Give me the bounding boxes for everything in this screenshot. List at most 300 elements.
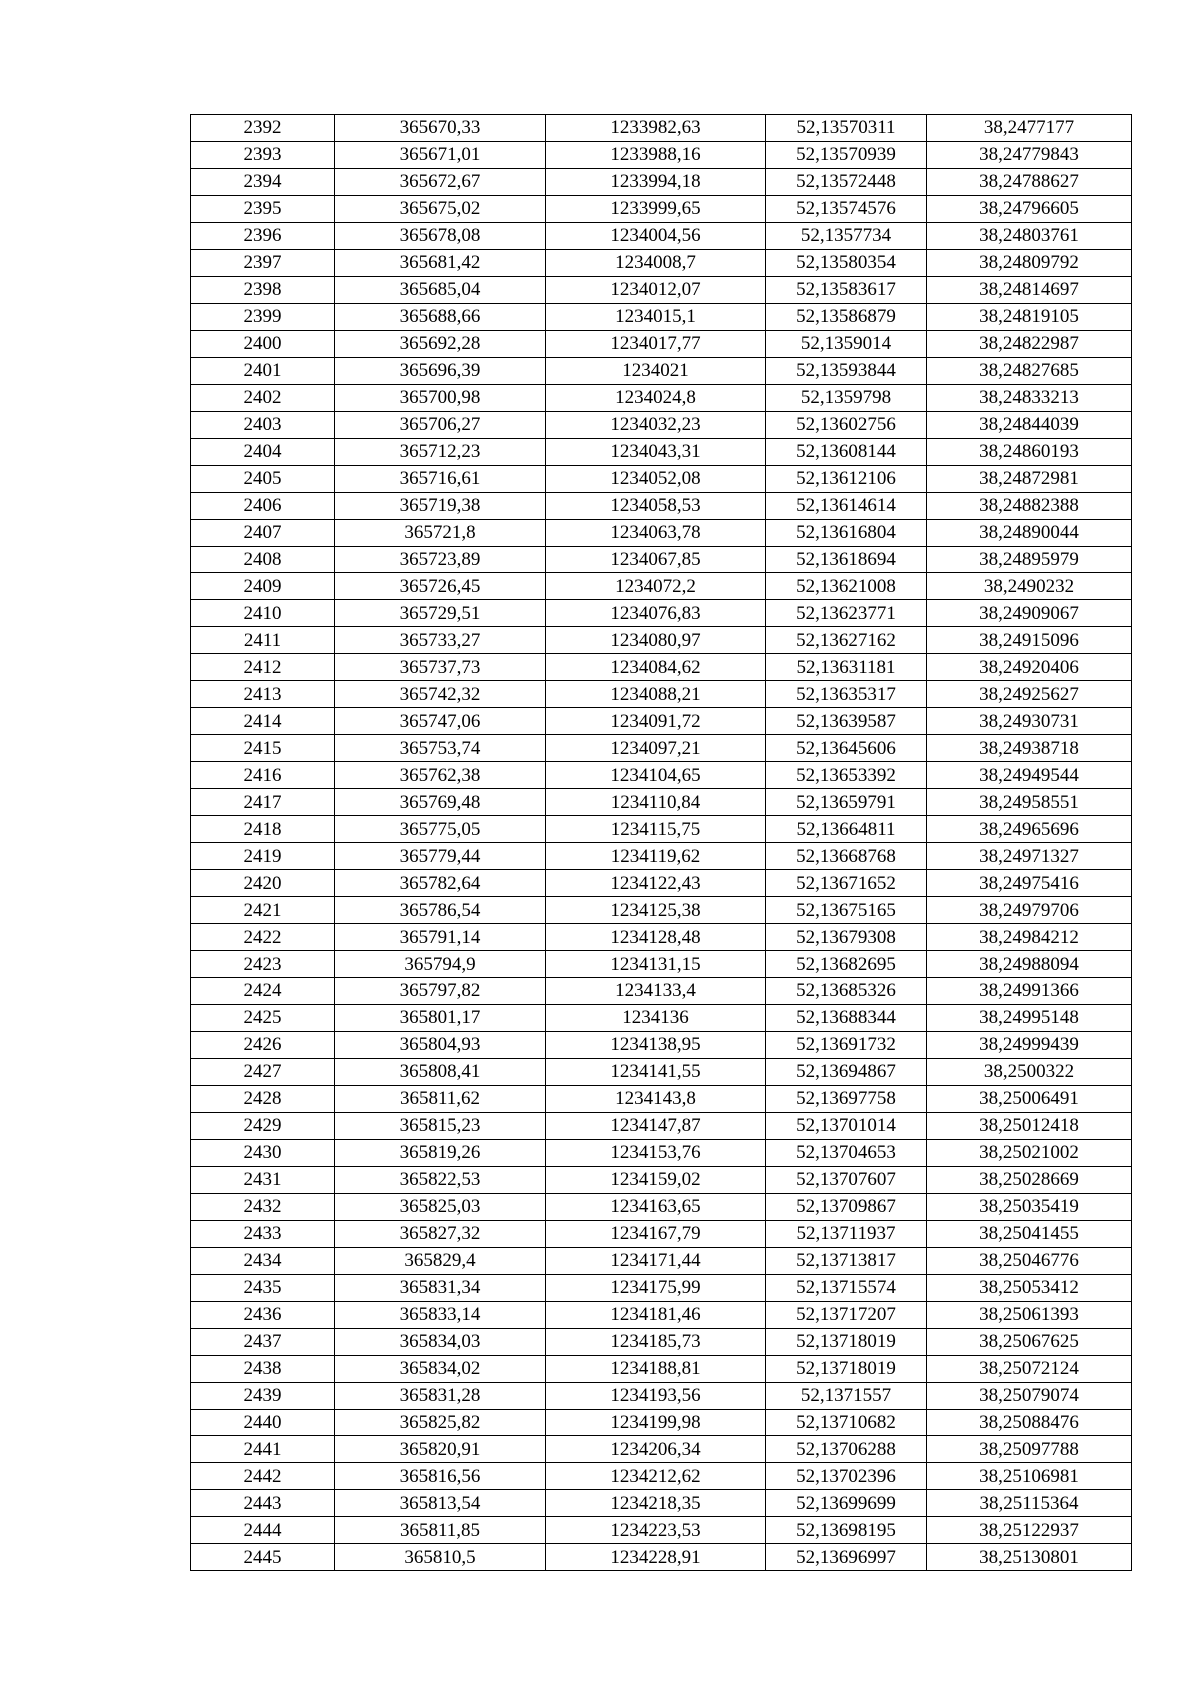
latitude-cell: 52,13616804	[766, 519, 927, 546]
longitude-cell: 38,24882388	[927, 492, 1132, 519]
table-row	[191, 1112, 1132, 1139]
table-row	[191, 1517, 1132, 1544]
y-coordinate-cell: 1233994,18	[546, 168, 766, 195]
longitude-cell: 38,25021002	[927, 1139, 1132, 1166]
y-coordinate-cell: 1234163,65	[546, 1193, 766, 1220]
y-coordinate-cell: 1234122,43	[546, 870, 766, 897]
latitude-cell: 52,13574576	[766, 195, 927, 222]
y-coordinate-cell: 1234159,02	[546, 1166, 766, 1193]
y-coordinate-cell: 1234228,91	[546, 1544, 766, 1571]
y-coordinate-cell: 1234008,7	[546, 249, 766, 276]
longitude-cell: 38,24822987	[927, 330, 1132, 357]
table-row	[191, 573, 1132, 600]
point-number-cell: 2412	[191, 654, 335, 681]
point-number-cell: 2432	[191, 1193, 335, 1220]
point-number-cell: 2440	[191, 1409, 335, 1436]
x-coordinate-cell: 365811,62	[335, 1085, 546, 1112]
latitude-cell: 52,13704653	[766, 1139, 927, 1166]
latitude-cell: 52,13612106	[766, 465, 927, 492]
table-row	[191, 141, 1132, 168]
latitude-cell: 52,13710682	[766, 1409, 927, 1436]
y-coordinate-cell: 1234088,21	[546, 681, 766, 708]
y-coordinate-cell: 1234131,15	[546, 951, 766, 978]
longitude-cell: 38,24991366	[927, 978, 1132, 1005]
x-coordinate-cell: 365723,89	[335, 546, 546, 573]
latitude-cell: 52,13627162	[766, 627, 927, 654]
longitude-cell: 38,24949544	[927, 762, 1132, 789]
y-coordinate-cell: 1234058,53	[546, 492, 766, 519]
latitude-cell: 52,13698195	[766, 1517, 927, 1544]
latitude-cell: 52,13602756	[766, 411, 927, 438]
table-row	[191, 1490, 1132, 1517]
x-coordinate-cell: 365831,28	[335, 1382, 546, 1409]
point-number-cell: 2405	[191, 465, 335, 492]
latitude-cell: 52,13718019	[766, 1328, 927, 1355]
longitude-cell: 38,24796605	[927, 195, 1132, 222]
point-number-cell: 2406	[191, 492, 335, 519]
x-coordinate-cell: 365791,14	[335, 924, 546, 951]
latitude-cell: 52,13707607	[766, 1166, 927, 1193]
point-number-cell: 2425	[191, 1004, 335, 1031]
latitude-cell: 52,13645606	[766, 735, 927, 762]
y-coordinate-cell: 1234084,62	[546, 654, 766, 681]
y-coordinate-cell: 1234024,8	[546, 384, 766, 411]
y-coordinate-cell: 1234125,38	[546, 897, 766, 924]
y-coordinate-cell: 1234193,56	[546, 1382, 766, 1409]
y-coordinate-cell: 1234223,53	[546, 1517, 766, 1544]
table-row	[191, 492, 1132, 519]
point-number-cell: 2393	[191, 141, 335, 168]
y-coordinate-cell: 1234076,83	[546, 600, 766, 627]
x-coordinate-cell: 365833,14	[335, 1301, 546, 1328]
point-number-cell: 2427	[191, 1058, 335, 1085]
x-coordinate-cell: 365726,45	[335, 573, 546, 600]
y-coordinate-cell: 1234171,44	[546, 1247, 766, 1274]
x-coordinate-cell: 365810,5	[335, 1544, 546, 1571]
latitude-cell: 52,13701014	[766, 1112, 927, 1139]
x-coordinate-cell: 365716,61	[335, 465, 546, 492]
table-row	[191, 1409, 1132, 1436]
latitude-cell: 52,1359798	[766, 384, 927, 411]
point-number-cell: 2419	[191, 843, 335, 870]
y-coordinate-cell: 1234052,08	[546, 465, 766, 492]
latitude-cell: 52,13702396	[766, 1463, 927, 1490]
latitude-cell: 52,1371557	[766, 1382, 927, 1409]
x-coordinate-cell: 365706,27	[335, 411, 546, 438]
y-coordinate-cell: 1233982,63	[546, 115, 766, 142]
table-row	[191, 951, 1132, 978]
point-number-cell: 2433	[191, 1220, 335, 1247]
x-coordinate-cell: 365834,02	[335, 1355, 546, 1382]
x-coordinate-cell: 365671,01	[335, 141, 546, 168]
point-number-cell: 2422	[191, 924, 335, 951]
table-row	[191, 276, 1132, 303]
x-coordinate-cell: 365779,44	[335, 843, 546, 870]
y-coordinate-cell: 1234181,46	[546, 1301, 766, 1328]
point-number-cell: 2428	[191, 1085, 335, 1112]
y-coordinate-cell: 1234091,72	[546, 708, 766, 735]
latitude-cell: 52,13709867	[766, 1193, 927, 1220]
table-row	[191, 115, 1132, 142]
latitude-cell: 52,13688344	[766, 1004, 927, 1031]
point-number-cell: 2404	[191, 438, 335, 465]
point-number-cell: 2397	[191, 249, 335, 276]
x-coordinate-cell: 365712,23	[335, 438, 546, 465]
longitude-cell: 38,24975416	[927, 870, 1132, 897]
point-number-cell: 2415	[191, 735, 335, 762]
point-number-cell: 2431	[191, 1166, 335, 1193]
x-coordinate-cell: 365822,53	[335, 1166, 546, 1193]
point-number-cell: 2409	[191, 573, 335, 600]
y-coordinate-cell: 1234128,48	[546, 924, 766, 951]
latitude-cell: 52,13621008	[766, 573, 927, 600]
table-row	[191, 708, 1132, 735]
table-row	[191, 897, 1132, 924]
table-row	[191, 1382, 1132, 1409]
x-coordinate-cell: 365820,91	[335, 1436, 546, 1463]
y-coordinate-cell: 1234017,77	[546, 330, 766, 357]
point-number-cell: 2430	[191, 1139, 335, 1166]
x-coordinate-cell: 365742,32	[335, 681, 546, 708]
table-row	[191, 1085, 1132, 1112]
point-number-cell: 2398	[191, 276, 335, 303]
x-coordinate-cell: 365829,4	[335, 1247, 546, 1274]
point-number-cell: 2407	[191, 519, 335, 546]
y-coordinate-cell: 1234110,84	[546, 789, 766, 816]
x-coordinate-cell: 365808,41	[335, 1058, 546, 1085]
latitude-cell: 52,13659791	[766, 789, 927, 816]
latitude-cell: 52,13671652	[766, 870, 927, 897]
longitude-cell: 38,24971327	[927, 843, 1132, 870]
longitude-cell: 38,24984212	[927, 924, 1132, 951]
table-row	[191, 303, 1132, 330]
longitude-cell: 38,25035419	[927, 1193, 1132, 1220]
y-coordinate-cell: 1234063,78	[546, 519, 766, 546]
latitude-cell: 52,13697758	[766, 1085, 927, 1112]
point-number-cell: 2423	[191, 951, 335, 978]
table-row	[191, 1139, 1132, 1166]
longitude-cell: 38,24895979	[927, 546, 1132, 573]
longitude-cell: 38,24915096	[927, 627, 1132, 654]
longitude-cell: 38,24779843	[927, 141, 1132, 168]
table-row	[191, 1328, 1132, 1355]
point-number-cell: 2441	[191, 1436, 335, 1463]
latitude-cell: 52,13639587	[766, 708, 927, 735]
x-coordinate-cell: 365681,42	[335, 249, 546, 276]
longitude-cell: 38,25079074	[927, 1382, 1132, 1409]
y-coordinate-cell: 1234032,23	[546, 411, 766, 438]
longitude-cell: 38,24827685	[927, 357, 1132, 384]
point-number-cell: 2400	[191, 330, 335, 357]
x-coordinate-cell: 365797,82	[335, 978, 546, 1005]
latitude-cell: 52,13682695	[766, 951, 927, 978]
x-coordinate-cell: 365782,64	[335, 870, 546, 897]
point-number-cell: 2445	[191, 1544, 335, 1571]
point-number-cell: 2443	[191, 1490, 335, 1517]
x-coordinate-cell: 365685,04	[335, 276, 546, 303]
point-number-cell: 2438	[191, 1355, 335, 1382]
table-row	[191, 600, 1132, 627]
coordinates-table-body	[191, 115, 1132, 1571]
point-number-cell: 2414	[191, 708, 335, 735]
y-coordinate-cell: 1234119,62	[546, 843, 766, 870]
table-row	[191, 384, 1132, 411]
longitude-cell: 38,2477177	[927, 115, 1132, 142]
latitude-cell: 52,13679308	[766, 924, 927, 951]
latitude-cell: 52,13614614	[766, 492, 927, 519]
latitude-cell: 52,13653392	[766, 762, 927, 789]
point-number-cell: 2403	[191, 411, 335, 438]
latitude-cell: 52,13570311	[766, 115, 927, 142]
table-row	[191, 1247, 1132, 1274]
x-coordinate-cell: 365775,05	[335, 816, 546, 843]
longitude-cell: 38,24930731	[927, 708, 1132, 735]
y-coordinate-cell: 1234015,1	[546, 303, 766, 330]
longitude-cell: 38,25012418	[927, 1112, 1132, 1139]
table-row	[191, 168, 1132, 195]
x-coordinate-cell: 365737,73	[335, 654, 546, 681]
y-coordinate-cell: 1234067,85	[546, 546, 766, 573]
x-coordinate-cell: 365753,74	[335, 735, 546, 762]
table-row	[191, 978, 1132, 1005]
longitude-cell: 38,24999439	[927, 1031, 1132, 1058]
point-number-cell: 2434	[191, 1247, 335, 1274]
point-number-cell: 2410	[191, 600, 335, 627]
point-number-cell: 2442	[191, 1463, 335, 1490]
x-coordinate-cell: 365831,34	[335, 1274, 546, 1301]
table-row	[191, 1220, 1132, 1247]
latitude-cell: 52,13713817	[766, 1247, 927, 1274]
table-row	[191, 546, 1132, 573]
x-coordinate-cell: 365801,17	[335, 1004, 546, 1031]
x-coordinate-cell: 365692,28	[335, 330, 546, 357]
table-row	[191, 330, 1132, 357]
y-coordinate-cell: 1234143,8	[546, 1085, 766, 1112]
table-row	[191, 438, 1132, 465]
x-coordinate-cell: 365729,51	[335, 600, 546, 627]
table-row	[191, 1274, 1132, 1301]
point-number-cell: 2420	[191, 870, 335, 897]
longitude-cell: 38,25046776	[927, 1247, 1132, 1274]
latitude-cell: 52,13664811	[766, 816, 927, 843]
longitude-cell: 38,24988094	[927, 951, 1132, 978]
point-number-cell: 2437	[191, 1328, 335, 1355]
table-row	[191, 762, 1132, 789]
x-coordinate-cell: 365819,26	[335, 1139, 546, 1166]
latitude-cell: 52,13631181	[766, 654, 927, 681]
longitude-cell: 38,25067625	[927, 1328, 1132, 1355]
table-row	[191, 1058, 1132, 1085]
x-coordinate-cell: 365816,56	[335, 1463, 546, 1490]
point-number-cell: 2401	[191, 357, 335, 384]
longitude-cell: 38,24872981	[927, 465, 1132, 492]
y-coordinate-cell: 1234147,87	[546, 1112, 766, 1139]
x-coordinate-cell: 365804,93	[335, 1031, 546, 1058]
point-number-cell: 2413	[191, 681, 335, 708]
longitude-cell: 38,24958551	[927, 789, 1132, 816]
longitude-cell: 38,24890044	[927, 519, 1132, 546]
x-coordinate-cell: 365747,06	[335, 708, 546, 735]
x-coordinate-cell: 365811,85	[335, 1517, 546, 1544]
table-row	[191, 627, 1132, 654]
latitude-cell: 52,13580354	[766, 249, 927, 276]
latitude-cell: 52,13583617	[766, 276, 927, 303]
longitude-cell: 38,25053412	[927, 1274, 1132, 1301]
x-coordinate-cell: 365834,03	[335, 1328, 546, 1355]
point-number-cell: 2392	[191, 115, 335, 142]
latitude-cell: 52,13706288	[766, 1436, 927, 1463]
x-coordinate-cell: 365688,66	[335, 303, 546, 330]
table-row	[191, 654, 1132, 681]
table-row	[191, 1544, 1132, 1571]
latitude-cell: 52,13711937	[766, 1220, 927, 1247]
longitude-cell: 38,2490232	[927, 573, 1132, 600]
x-coordinate-cell: 365769,48	[335, 789, 546, 816]
x-coordinate-cell: 365762,38	[335, 762, 546, 789]
point-number-cell: 2408	[191, 546, 335, 573]
latitude-cell: 52,13570939	[766, 141, 927, 168]
table-row	[191, 1031, 1132, 1058]
y-coordinate-cell: 1234212,62	[546, 1463, 766, 1490]
point-number-cell: 2444	[191, 1517, 335, 1544]
longitude-cell: 38,24979706	[927, 897, 1132, 924]
x-coordinate-cell: 365700,98	[335, 384, 546, 411]
longitude-cell: 38,24833213	[927, 384, 1132, 411]
point-number-cell: 2411	[191, 627, 335, 654]
longitude-cell: 38,25061393	[927, 1301, 1132, 1328]
y-coordinate-cell: 1234175,99	[546, 1274, 766, 1301]
table-row	[191, 1463, 1132, 1490]
table-row	[191, 924, 1132, 951]
point-number-cell: 2424	[191, 978, 335, 1005]
table-row	[191, 195, 1132, 222]
longitude-cell: 38,25028669	[927, 1166, 1132, 1193]
table-row	[191, 357, 1132, 384]
table-row	[191, 843, 1132, 870]
longitude-cell: 38,25072124	[927, 1355, 1132, 1382]
x-coordinate-cell: 365733,27	[335, 627, 546, 654]
table-row	[191, 789, 1132, 816]
table-row	[191, 1355, 1132, 1382]
point-number-cell: 2436	[191, 1301, 335, 1328]
point-number-cell: 2416	[191, 762, 335, 789]
longitude-cell: 38,25097788	[927, 1436, 1132, 1463]
longitude-cell: 38,25130801	[927, 1544, 1132, 1571]
longitude-cell: 38,24819105	[927, 303, 1132, 330]
x-coordinate-cell: 365675,02	[335, 195, 546, 222]
y-coordinate-cell: 1233988,16	[546, 141, 766, 168]
x-coordinate-cell: 365696,39	[335, 357, 546, 384]
latitude-cell: 52,1357734	[766, 222, 927, 249]
y-coordinate-cell: 1234141,55	[546, 1058, 766, 1085]
latitude-cell: 52,13675165	[766, 897, 927, 924]
table-row	[191, 681, 1132, 708]
point-number-cell: 2395	[191, 195, 335, 222]
y-coordinate-cell: 1234218,35	[546, 1490, 766, 1517]
point-number-cell: 2435	[191, 1274, 335, 1301]
point-number-cell: 2426	[191, 1031, 335, 1058]
x-coordinate-cell: 365670,33	[335, 115, 546, 142]
x-coordinate-cell: 365678,08	[335, 222, 546, 249]
point-number-cell: 2418	[191, 816, 335, 843]
y-coordinate-cell: 1234004,56	[546, 222, 766, 249]
table-row	[191, 249, 1132, 276]
point-number-cell: 2417	[191, 789, 335, 816]
longitude-cell: 38,24844039	[927, 411, 1132, 438]
longitude-cell: 38,25115364	[927, 1490, 1132, 1517]
point-number-cell: 2439	[191, 1382, 335, 1409]
latitude-cell: 52,13623771	[766, 600, 927, 627]
y-coordinate-cell: 1234021	[546, 357, 766, 384]
latitude-cell: 52,13608144	[766, 438, 927, 465]
x-coordinate-cell: 365721,8	[335, 519, 546, 546]
point-number-cell: 2421	[191, 897, 335, 924]
x-coordinate-cell: 365825,82	[335, 1409, 546, 1436]
latitude-cell: 52,13694867	[766, 1058, 927, 1085]
latitude-cell: 52,13717207	[766, 1301, 927, 1328]
y-coordinate-cell: 1234043,31	[546, 438, 766, 465]
latitude-cell: 52,13572448	[766, 168, 927, 195]
latitude-cell: 52,13618694	[766, 546, 927, 573]
table-row	[191, 1004, 1132, 1031]
latitude-cell: 52,1359014	[766, 330, 927, 357]
y-coordinate-cell: 1234167,79	[546, 1220, 766, 1247]
point-number-cell: 2429	[191, 1112, 335, 1139]
latitude-cell: 52,13635317	[766, 681, 927, 708]
latitude-cell: 52,13718019	[766, 1355, 927, 1382]
y-coordinate-cell: 1234136	[546, 1004, 766, 1031]
x-coordinate-cell: 365827,32	[335, 1220, 546, 1247]
x-coordinate-cell: 365719,38	[335, 492, 546, 519]
point-number-cell: 2396	[191, 222, 335, 249]
latitude-cell: 52,13593844	[766, 357, 927, 384]
longitude-cell: 38,24803761	[927, 222, 1132, 249]
latitude-cell: 52,13699699	[766, 1490, 927, 1517]
y-coordinate-cell: 1234133,4	[546, 978, 766, 1005]
table-row	[191, 1193, 1132, 1220]
table-row	[191, 222, 1132, 249]
coordinates-table	[190, 114, 1132, 1571]
longitude-cell: 38,24860193	[927, 438, 1132, 465]
table-row	[191, 816, 1132, 843]
point-number-cell: 2399	[191, 303, 335, 330]
longitude-cell: 38,25006491	[927, 1085, 1132, 1112]
latitude-cell: 52,13685326	[766, 978, 927, 1005]
y-coordinate-cell: 1234188,81	[546, 1355, 766, 1382]
y-coordinate-cell: 1234206,34	[546, 1436, 766, 1463]
x-coordinate-cell: 365813,54	[335, 1490, 546, 1517]
y-coordinate-cell: 1234138,95	[546, 1031, 766, 1058]
latitude-cell: 52,13696997	[766, 1544, 927, 1571]
longitude-cell: 38,24809792	[927, 249, 1132, 276]
longitude-cell: 38,25106981	[927, 1463, 1132, 1490]
y-coordinate-cell: 1234153,76	[546, 1139, 766, 1166]
latitude-cell: 52,13691732	[766, 1031, 927, 1058]
longitude-cell: 38,24995148	[927, 1004, 1132, 1031]
longitude-cell: 38,25088476	[927, 1409, 1132, 1436]
table-row	[191, 1301, 1132, 1328]
point-number-cell: 2394	[191, 168, 335, 195]
y-coordinate-cell: 1234080,97	[546, 627, 766, 654]
y-coordinate-cell: 1233999,65	[546, 195, 766, 222]
longitude-cell: 38,24814697	[927, 276, 1132, 303]
x-coordinate-cell: 365672,67	[335, 168, 546, 195]
y-coordinate-cell: 1234115,75	[546, 816, 766, 843]
y-coordinate-cell: 1234185,73	[546, 1328, 766, 1355]
longitude-cell: 38,24920406	[927, 654, 1132, 681]
longitude-cell: 38,24925627	[927, 681, 1132, 708]
y-coordinate-cell: 1234012,07	[546, 276, 766, 303]
